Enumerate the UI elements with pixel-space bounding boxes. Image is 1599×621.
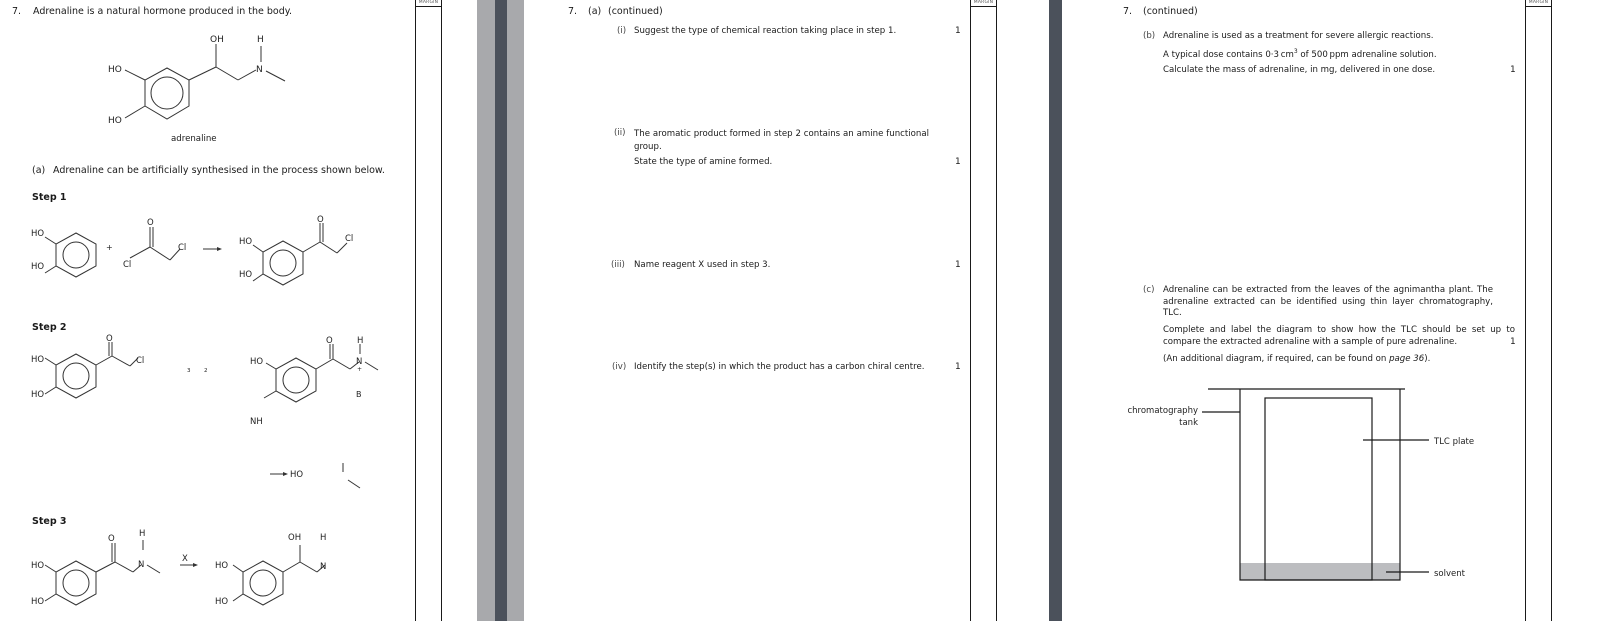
- step-3-label: Step 3: [32, 516, 67, 527]
- part-c-label: (c): [1143, 285, 1155, 295]
- atom-o: O: [317, 215, 324, 225]
- atom-cl: Cl: [178, 243, 187, 253]
- part-c-paragraph-1: Adrenaline can be extracted from the leaves of the agnimantha plant. The adrenaline extracted can be identified using thin layer chromatography, TLC.: [1163, 285, 1493, 318]
- atom-cl: Cl: [136, 356, 145, 366]
- heading-continued: (continued): [608, 6, 663, 17]
- atom-oh: OH: [288, 533, 302, 543]
- part-a-text: Adrenaline can be artificially synthesised in the process shown below.: [53, 165, 385, 176]
- question-ii-marks: 1: [955, 157, 961, 167]
- question-iii-text: Name reagent X used in step 3.: [634, 260, 771, 270]
- atom-cl: Cl: [123, 260, 132, 270]
- atom-ho: HO: [31, 597, 45, 607]
- label-tlc-plate: TLC plate: [1434, 437, 1475, 447]
- atom-nh: NH: [250, 417, 263, 427]
- superscript-3: 3: [1293, 48, 1298, 55]
- margin-header: MARGIN: [416, 0, 441, 7]
- part-b-line-2-text: A typical dose contains 0·3 cm: [1163, 49, 1294, 60]
- part-b-marks: 1: [1510, 65, 1516, 75]
- atom-ho: HO: [239, 237, 253, 247]
- page-gutter-spine: [1049, 0, 1062, 621]
- question-iv-number: (iv): [612, 362, 627, 372]
- question-iii-marks: 1: [955, 260, 961, 270]
- margin-column: [970, 0, 997, 621]
- atom-o: O: [326, 336, 333, 346]
- page-gutter-spine: [495, 0, 507, 621]
- label-tank: tank: [1179, 418, 1198, 428]
- question-iv-marks: 1: [955, 362, 961, 372]
- atom-ho: HO: [31, 390, 45, 400]
- atom-ho: HO: [108, 116, 122, 126]
- atom-h: H: [257, 35, 264, 45]
- question-iv-text: Identify the step(s) in which the product has a carbon chiral centre.: [634, 362, 925, 372]
- step-2-label: Step 2: [32, 322, 67, 333]
- atom-n: N: [256, 65, 263, 75]
- atom-ho: HO: [250, 357, 264, 367]
- part-b-line-2: [1163, 48, 1437, 60]
- label-chromatography: chromatography: [1127, 406, 1198, 416]
- part-b-line-3: Calculate the mass of adrenaline, in mg, delivered in one dose.: [1163, 65, 1436, 75]
- reagent-x-label: X: [182, 554, 188, 564]
- question-i-number: (i): [617, 26, 627, 36]
- page-2: [524, 0, 1049, 621]
- atom-h: H: [357, 336, 364, 346]
- atom-h: H: [139, 529, 146, 539]
- atom-n: N: [320, 562, 327, 572]
- margin-column: [1525, 0, 1552, 621]
- step-3-reaction-diagram: [20, 525, 440, 621]
- atom-ho: HO: [31, 262, 45, 272]
- margin-header: MARGIN: [971, 0, 996, 7]
- part-c-paragraph-2: Complete and label the diagram to show how the TLC should be set up to compare the extracted adrenaline with a sample of pure adrenaline.: [1163, 325, 1515, 347]
- atom-ho: HO: [31, 229, 45, 239]
- heading-continued: (continued): [1143, 6, 1198, 17]
- question-i-marks: 1: [955, 26, 961, 36]
- step-1-reaction-diagram: [20, 205, 440, 285]
- atom-h: H: [320, 533, 327, 543]
- label-solvent: solvent: [1434, 569, 1465, 579]
- page-reference-link: page 36: [1389, 354, 1425, 364]
- question-number: 7.: [12, 6, 22, 17]
- question-ii-number: (ii): [614, 128, 626, 138]
- plus-charge: +: [357, 366, 363, 373]
- tlc-plate: [1265, 398, 1372, 580]
- additional-diagram-note: (An additional diagram, if required, can be found on: [1163, 354, 1390, 364]
- atom-ho: HO: [239, 270, 253, 280]
- part-a-label: (a): [32, 165, 46, 176]
- atom-ho: HO: [31, 355, 45, 365]
- label-b: B: [356, 390, 362, 399]
- atom-cl: Cl: [345, 234, 354, 244]
- atom-oh: OH: [210, 35, 224, 45]
- additional-diagram-note-end: ).: [1424, 354, 1431, 364]
- question-intro: Adrenaline is a natural hormone produced in the body.: [33, 6, 293, 17]
- margin-column: [415, 0, 442, 621]
- atom-n: N: [138, 560, 145, 570]
- atom-ho: HO: [108, 65, 122, 75]
- part-c-marks: 1: [1510, 337, 1516, 347]
- chromatography-tank: [1240, 389, 1400, 580]
- margin-header: MARGIN: [1526, 0, 1551, 7]
- part-c-paragraph-3: [1163, 354, 1430, 364]
- heading-number: 7.: [1123, 6, 1133, 17]
- heading-number: 7.: [568, 6, 578, 17]
- step-2-reaction-diagram: [20, 330, 440, 510]
- page-3: [1062, 0, 1599, 621]
- plus-sign: +: [106, 243, 113, 252]
- atom-o: O: [106, 334, 113, 344]
- atom-ho: HO: [31, 561, 45, 571]
- atom-o: O: [147, 218, 154, 228]
- part-b-line-2-text-end: of 500 ppm adrenaline solution.: [1297, 49, 1437, 60]
- part-b-label: (b): [1143, 31, 1156, 41]
- question-ii-instruction: State the type of amine formed.: [634, 157, 773, 167]
- atom-o: O: [108, 534, 115, 544]
- question-iii-number: (iii): [611, 260, 625, 270]
- atom-ho: HO: [290, 470, 304, 480]
- atom-n: N: [356, 357, 363, 367]
- subscript-2: 2: [204, 368, 208, 374]
- heading-part: (a): [588, 6, 602, 17]
- question-i-text: Suggest the type of chemical reaction taking place in step 1.: [634, 26, 897, 36]
- subscript-3: 3: [187, 368, 191, 374]
- solvent-layer: [1240, 563, 1400, 580]
- page-1: [0, 0, 477, 621]
- part-b-line-1: Adrenaline is used as a treatment for severe allergic reactions.: [1163, 31, 1434, 41]
- atom-ho: HO: [215, 597, 229, 607]
- question-ii-text: The aromatic product formed in step 2 contains an amine functional group.: [634, 129, 929, 152]
- tlc-diagram: [1122, 385, 1542, 585]
- step-1-label: Step 1: [32, 192, 67, 203]
- adrenaline-label: adrenaline: [171, 134, 217, 144]
- atom-ho: HO: [215, 561, 229, 571]
- adrenaline-structure-diagram: [100, 30, 400, 150]
